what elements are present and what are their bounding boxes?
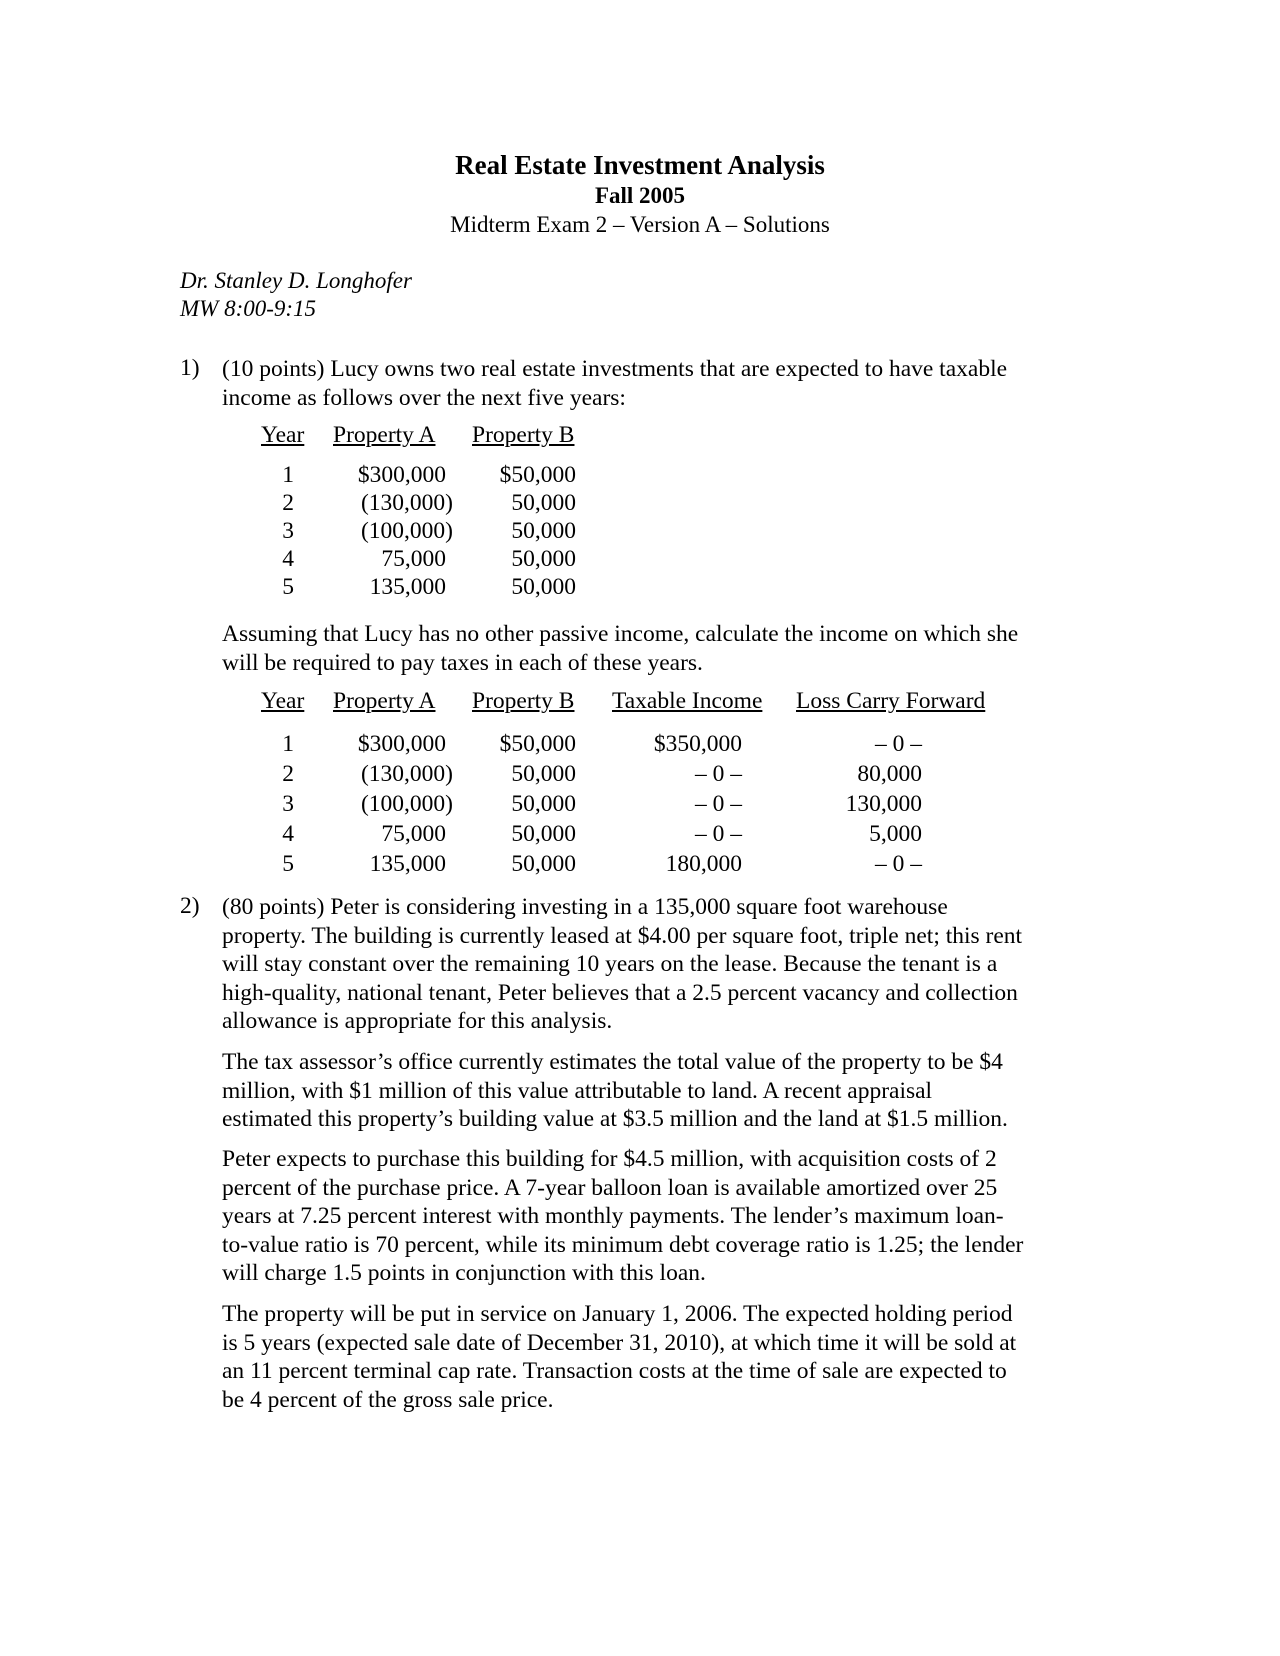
paragraph-line: will stay constant over the remaining 10 years on the lease. Because the tenant is a — [222, 951, 998, 977]
table2-cell: 130,000 — [845, 791, 922, 817]
table2-header-year: Year — [261, 688, 305, 714]
table2-cell: 50,000 — [511, 791, 576, 817]
paragraph-line: allowance is appropriate for this analysis. — [222, 1008, 613, 1034]
table2-cell: (130,000) — [360, 761, 453, 787]
semester: Fall 2005 — [594, 183, 686, 208]
paragraph-line: The property will be put in service on January 1, 2006. The expected holding period — [222, 1301, 1013, 1327]
table2-cell: 50,000 — [511, 851, 576, 877]
table1-cell: 50,000 — [511, 574, 576, 600]
paragraph-line: to-value ratio is 70 percent, while its minimum debt coverage ratio is 1.25; the lender — [222, 1231, 1024, 1258]
table2-cell: 4 — [282, 821, 294, 847]
question-2-number: 2) — [180, 893, 200, 919]
table1-cell: 2 — [282, 490, 294, 516]
table2-header-property-b: Property B — [472, 688, 575, 714]
prompt-line: income as follows over the next five years: — [222, 384, 626, 411]
question-2-paragraph-3 — [222, 1145, 1092, 1288]
table1-cell: 4 — [282, 546, 294, 572]
class-schedule: MW 8:00-9:15 — [180, 296, 317, 321]
table2-cell: 180,000 — [665, 851, 742, 877]
table2-cell: (100,000) — [360, 791, 453, 817]
table2-cell: – 0 – — [695, 821, 742, 847]
question-1-ask — [222, 620, 1092, 677]
paragraph-line: property. The building is currently leased at $4.00 per square foot, triple net; this rent — [222, 922, 1023, 949]
table2-cell: $300,000 — [357, 731, 446, 757]
table2-cell: 5,000 — [869, 821, 922, 847]
paragraph-line: million, with $1 million of this value attributable to land. A recent appraisal — [222, 1077, 933, 1104]
paragraph-line: Peter expects to purchase this building for $4.5 million, with acquisition costs of 2 — [222, 1146, 997, 1172]
table1-cell: 50,000 — [511, 518, 576, 544]
paragraph-line: high-quality, national tenant, Peter believes that a 2.5 percent vacancy and collection — [222, 979, 1018, 1006]
table1-cell: $300,000 — [357, 462, 446, 488]
paragraph-line: will charge 1.5 points in conjunction with this loan. — [222, 1260, 706, 1286]
instructor-name: Dr. Stanley D. Longhofer — [180, 268, 412, 293]
table2-cell: 2 — [282, 761, 294, 787]
prompt-line: (10 points) Lucy owns two real estate investments that are expected to have taxable — [222, 356, 1008, 382]
table2-cell: 1 — [282, 731, 294, 757]
paragraph-line: years at 7.25 percent interest with monthly payments. The lender’s maximum loan- — [222, 1203, 1004, 1229]
table2-header-taxable-income: Taxable Income — [612, 688, 763, 714]
question-1-prompt — [222, 355, 1092, 412]
table2-cell: – 0 – — [875, 731, 922, 757]
table2-header-loss-carry-forward: Loss Carry Forward — [796, 688, 986, 714]
table1-cell: 1 — [282, 462, 294, 488]
document-title: Real Estate Investment Analysis — [455, 150, 825, 180]
table1-cell: (100,000) — [360, 518, 453, 544]
table1-cell: 3 — [282, 518, 294, 544]
paragraph-line: percent of the purchase price. A 7-year balloon loan is available amortized over 25 — [222, 1174, 998, 1201]
table2-cell: 50,000 — [511, 761, 576, 787]
question-2-paragraph-2 — [222, 1048, 1092, 1134]
question-1-number: 1) — [180, 355, 200, 381]
ask-line: Assuming that Lucy has no other passive income, calculate the income on which she — [222, 621, 1019, 647]
table1-cell: (130,000) — [360, 490, 453, 516]
table1-cell: 135,000 — [369, 574, 446, 600]
exam-subtitle: Midterm Exam 2 – Version A – Solutions — [450, 212, 830, 237]
table2-header-property-a: Property A — [333, 688, 436, 714]
table1-cell: $50,000 — [499, 462, 576, 488]
table1-cell: 50,000 — [511, 546, 576, 572]
table2-cell: $350,000 — [653, 731, 742, 757]
paragraph-line: (80 points) Peter is considering investing in a 135,000 square foot warehouse — [222, 894, 948, 920]
table2-cell: $50,000 — [499, 731, 576, 757]
table1-cell: 5 — [282, 574, 294, 600]
paragraph-line: an 11 percent terminal cap rate. Transaction costs at the time of sale are expected to — [222, 1358, 1007, 1384]
table2-cell: – 0 – — [875, 851, 922, 877]
table2-cell: 50,000 — [511, 821, 576, 847]
table2-cell: – 0 – — [695, 791, 742, 817]
table2-cell: 135,000 — [369, 851, 446, 877]
table2-cell: 5 — [282, 851, 294, 877]
table2-cell: – 0 – — [695, 761, 742, 787]
table2-cell: 80,000 — [857, 761, 922, 787]
table1-header-property-b: Property B — [472, 422, 575, 448]
table2-cell: 3 — [282, 791, 294, 817]
table1-header-property-a: Property A — [333, 422, 436, 448]
table1-cell: 75,000 — [381, 546, 446, 572]
paragraph-line: estimated this property’s building value at $3.5 million and the land at $1.5 million. — [222, 1106, 1008, 1132]
table1-cell: 50,000 — [511, 490, 576, 516]
paragraph-line: be 4 percent of the gross sale price. — [222, 1386, 554, 1413]
table1-header-year: Year — [261, 422, 305, 448]
question-2-paragraph-4 — [222, 1300, 1092, 1414]
paragraph-line: is 5 years (expected sale date of December 31, 2010), at which time it will be sold at — [222, 1329, 1017, 1356]
question-2-paragraph-1 — [222, 893, 1092, 1036]
paragraph-line: The tax assessor’s office currently estimates the total value of the property to be $4 — [222, 1049, 1003, 1075]
table2-cell: 75,000 — [381, 821, 446, 847]
ask-line: will be required to pay taxes in each of these years. — [222, 649, 703, 676]
